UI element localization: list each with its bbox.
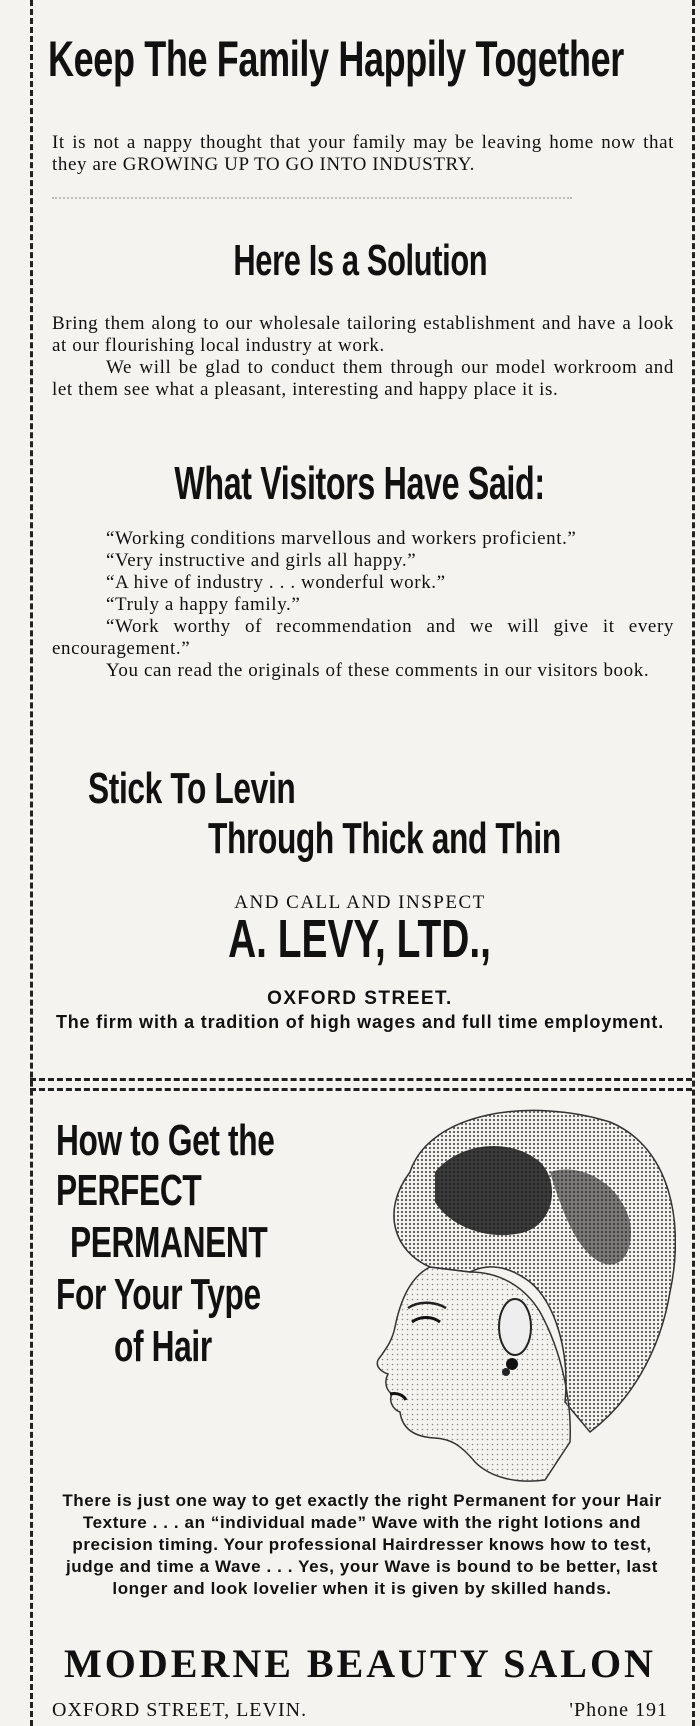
firm-name-text: A. LEVY, LTD., [228,909,492,969]
ad-separator-rule [30,1078,692,1081]
salon-body-text: There is just one way to get exactly the right Permanent for your Hair Texture . . . an “individual made” Wave with the right lotions and precision timing. Your professional Hairdresser knows how to test, judge and time a Wave . . . Yes, your Wave is bound to be better, last longer and look lovelier when it is given by skilled hands. [62,1491,662,1598]
levy-headline: Keep The Family Happily Together [48,31,624,87]
salon-headline-line: PERFECT [56,1166,202,1215]
visitor-quote: “Working conditions marvellous and workers proficient.” [106,528,577,549]
earring-bead [502,1368,510,1376]
solution-heading [44,236,676,286]
solution-heading-text: Here Is a Solution [233,236,487,285]
salon-name: MODERNE BEAUTY SALON [64,1641,656,1686]
slogan-line-1: Stick To Levin [88,764,296,813]
ad-separator-rule-2 [30,1088,692,1091]
visitor-quote: “Truly a happy family.” [106,594,301,615]
visitors-heading-text: What Visitors Have Said: [174,457,546,509]
visitors-heading [44,456,676,510]
solution-paragraph-1: Bring them along to our wholesale tailoring establishment and have a look at our flourishing local industry at work. [52,313,674,356]
slogan-line-2: Through Thick and Thin [208,814,561,863]
left-column-rule [30,0,33,1726]
firm-name [44,908,676,970]
visitor-quote: “Very instructive and girls all happy.” [106,550,417,571]
levy-advertisement [44,0,676,1076]
face-shape [377,1267,570,1481]
visitor-quote: “A hive of industry . . . wonderful work.” [106,572,446,593]
solution-paragraph-2: We will be glad to conduct them through our model workroom and let them see what a pleasant, interesting and happy place it is. [52,357,674,400]
solution-text [52,313,674,401]
salon-headline-line: How to Get the [56,1116,275,1165]
salon-headline-line: PERMANENT [70,1218,268,1267]
salon-headline-line: of Hair [114,1322,212,1371]
earring [506,1358,518,1370]
call-inspect-line: AND CALL AND INSPECT [234,892,486,913]
salon-headline-line: For Your Type [56,1270,261,1319]
ear [499,1299,531,1355]
firm-street: OXFORD STREET. [267,988,453,1009]
levy-intro-paragraph: It is not a nappy thought that your family may be leaving home now that they are GROWING UP TO GO INTO INDUSTRY. [52,132,674,175]
salon-address: OXFORD STREET, LEVIN. [52,1699,308,1721]
salon-phone: 'Phone 191 [569,1699,668,1721]
firm-tradition: The firm with a tradition of high wages and full time employment. [55,1012,665,1032]
woman-profile-illustration [340,1102,676,1484]
visitor-quote: “Work worthy of recommendation and we will give it every encouragement.” [52,616,674,659]
salon-advertisement [44,1094,676,1726]
visitor-quotes [52,528,674,682]
right-column-rule [692,0,695,1726]
faded-print-line [52,197,572,203]
visitors-book-note: You can read the originals of these comments in our visitors book. [106,660,650,681]
